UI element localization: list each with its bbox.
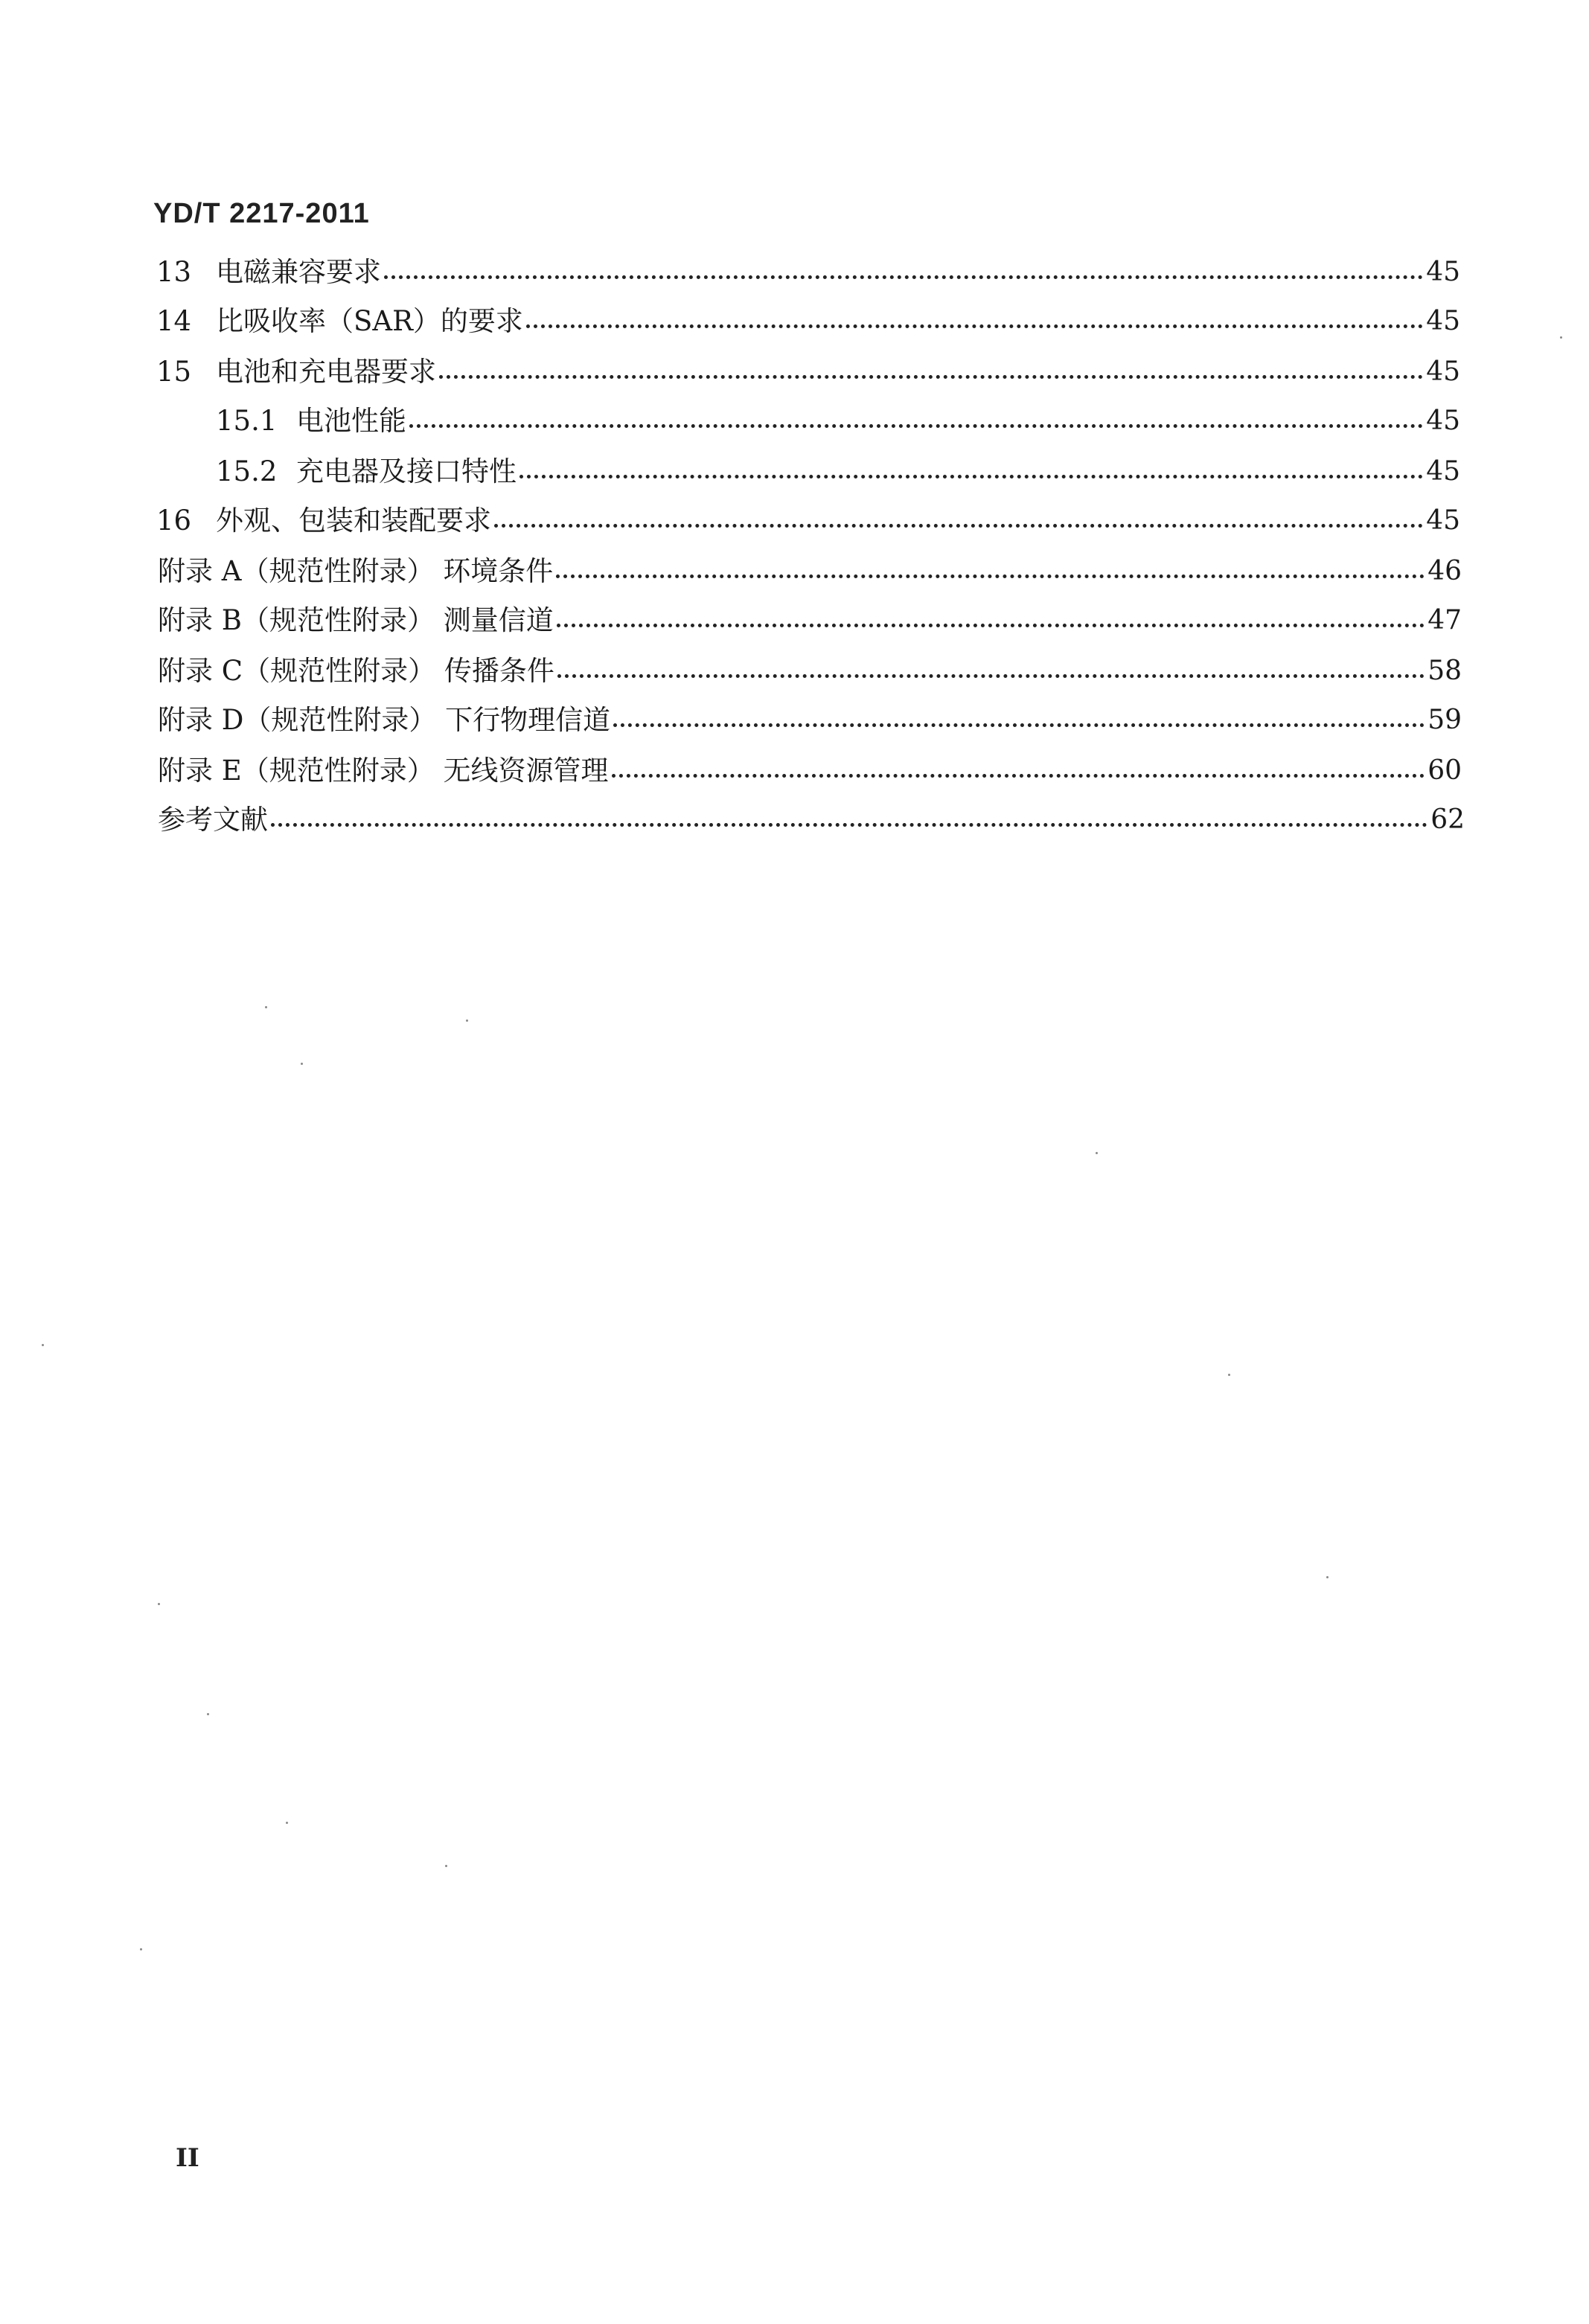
toc-entry-number: 14 — [156, 305, 192, 337]
toc-entry-13[interactable] — [156, 252, 1460, 293]
toc-entry-page: 45 — [1426, 257, 1460, 287]
toc-dot-leader — [526, 324, 1423, 328]
toc-dot-leader — [612, 774, 1425, 778]
toc-entry-15-1[interactable] — [216, 400, 1460, 442]
toc-entry-references[interactable] — [158, 799, 1465, 841]
toc-dot-leader — [439, 375, 1423, 379]
toc-dot-leader — [556, 574, 1425, 578]
toc-entry-page: 45 — [1426, 406, 1460, 436]
toc-entry-title: 比吸收率（SAR）的要求 — [216, 305, 523, 337]
toc-entry-15[interactable] — [156, 351, 1460, 393]
toc-entry-title: 参考文献 — [158, 804, 268, 836]
toc-entry-page: 58 — [1427, 656, 1462, 686]
toc-dot-leader — [271, 823, 1427, 827]
scan-speck — [265, 1006, 267, 1008]
toc-entry-title: 附录 E（规范性附录） 无线资源管理 — [158, 755, 609, 787]
toc-dot-leader — [519, 475, 1423, 478]
toc-entry-number: 15.2 — [216, 455, 278, 487]
toc-entry-14[interactable] — [156, 301, 1460, 342]
toc-entry-page: 59 — [1427, 705, 1462, 735]
toc-entry-number: 15.1 — [216, 405, 278, 437]
toc-dot-leader — [494, 524, 1423, 528]
toc-entry-annex-e[interactable] — [158, 750, 1462, 792]
scan-speck — [42, 1344, 44, 1346]
toc-dot-leader — [409, 424, 1423, 428]
toc-entry-page: 62 — [1430, 804, 1465, 835]
toc-entry-title: 附录 C（规范性附录） 传播条件 — [158, 655, 554, 687]
scan-speck — [1560, 336, 1562, 339]
toc-entry-title: 外观、包装和装配要求 — [216, 505, 491, 537]
toc-entry-number: 15 — [156, 356, 192, 388]
toc-entry-15-2[interactable] — [216, 451, 1460, 493]
scan-speck — [1326, 1576, 1329, 1578]
scan-speck — [1096, 1152, 1098, 1154]
toc-entry-annex-d[interactable] — [158, 700, 1462, 741]
toc-entry-page: 45 — [1426, 456, 1460, 487]
toc-entry-title: 电池性能 — [296, 405, 406, 437]
toc-entry-number: 13 — [156, 256, 192, 288]
scan-speck — [445, 1865, 447, 1867]
toc-entry-annex-a[interactable] — [158, 551, 1462, 592]
toc-entry-page: 47 — [1427, 605, 1462, 636]
page-number: II — [176, 2143, 199, 2173]
toc-entry-title: 充电器及接口特性 — [296, 455, 517, 487]
scan-speck — [286, 1822, 288, 1824]
toc-entry-16[interactable] — [156, 500, 1460, 542]
toc-entry-page: 60 — [1427, 755, 1462, 786]
toc-dot-leader — [557, 674, 1425, 678]
toc-entry-number: 16 — [156, 505, 192, 537]
scan-speck — [140, 1948, 142, 1950]
toc-entry-title: 附录 A（规范性附录） 环境条件 — [158, 555, 554, 587]
scan-speck — [158, 1603, 160, 1605]
toc-entry-title: 电磁兼容要求 — [216, 256, 381, 288]
toc-entry-page: 46 — [1427, 556, 1462, 586]
scan-speck — [466, 1019, 468, 1022]
scan-speck — [207, 1713, 209, 1715]
scan-speck — [1228, 1374, 1230, 1376]
toc-dot-leader — [557, 624, 1425, 627]
toc-dot-leader — [613, 723, 1425, 727]
toc-entry-page: 45 — [1426, 505, 1460, 536]
toc-entry-title: 附录 D（规范性附录） 下行物理信道 — [158, 704, 611, 736]
toc-entry-title: 电池和充电器要求 — [216, 356, 436, 388]
toc-entry-page: 45 — [1426, 356, 1460, 387]
toc-entry-annex-b[interactable] — [158, 600, 1462, 641]
scan-speck — [301, 1063, 303, 1065]
toc-entry-title: 附录 B（规范性附录） 测量信道 — [158, 604, 554, 636]
toc-entry-annex-c[interactable] — [158, 650, 1462, 692]
document-code: YD/T 2217-2011 — [153, 198, 370, 229]
toc-entry-page: 45 — [1426, 306, 1460, 336]
toc-dot-leader — [384, 275, 1423, 279]
